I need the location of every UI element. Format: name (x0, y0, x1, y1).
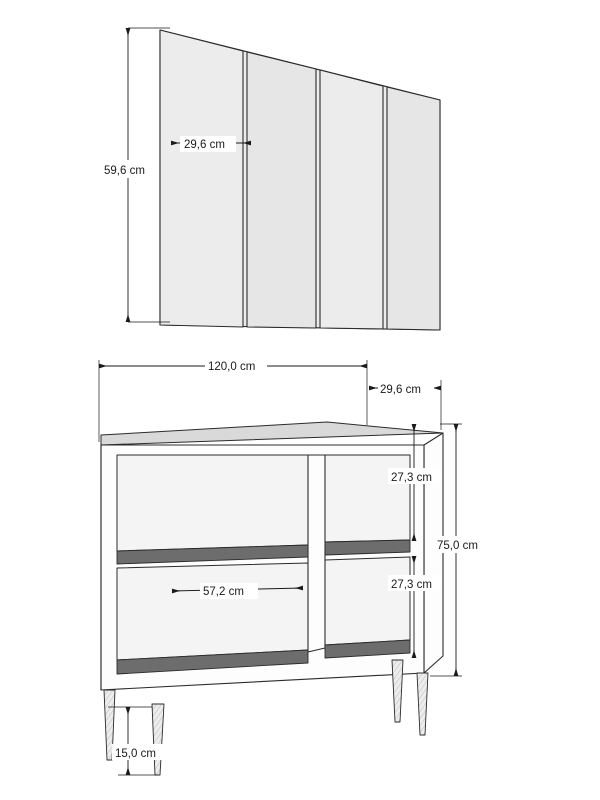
compartment-upper-left (117, 455, 308, 551)
compartment-lower-right (325, 557, 410, 645)
cabinet-top-surface (101, 422, 443, 445)
panel-segment-width-label: 29,6 cm (184, 139, 225, 151)
compartment-lower-label: 27,3 cm (391, 579, 432, 591)
wall-panel-group (100, 28, 440, 330)
compartment-upper-label: 27,3 cm (391, 472, 432, 484)
cabinet-width-label: 120,0 cm (208, 361, 256, 373)
cabinet-depth-label: 29,6 cm (380, 384, 421, 396)
panel-height-label: 59,6 cm (104, 165, 145, 177)
leg-height-label: 15,0 cm (115, 748, 156, 760)
wall-panel-segment-4 (387, 87, 440, 330)
inner-shelf-width-label: 57,2 cm (203, 586, 244, 598)
cabinet-center-divider (308, 455, 325, 652)
console-cabinet-group (99, 358, 490, 775)
cabinet-total-height-label: 75,0 cm (437, 540, 478, 552)
wall-panel-segment-1 (160, 30, 243, 327)
wall-panel-segment-3 (320, 70, 383, 329)
compartment-lower-left (117, 563, 308, 660)
wall-panel-segment-2 (247, 52, 316, 328)
shelf-right-upper (325, 540, 410, 555)
